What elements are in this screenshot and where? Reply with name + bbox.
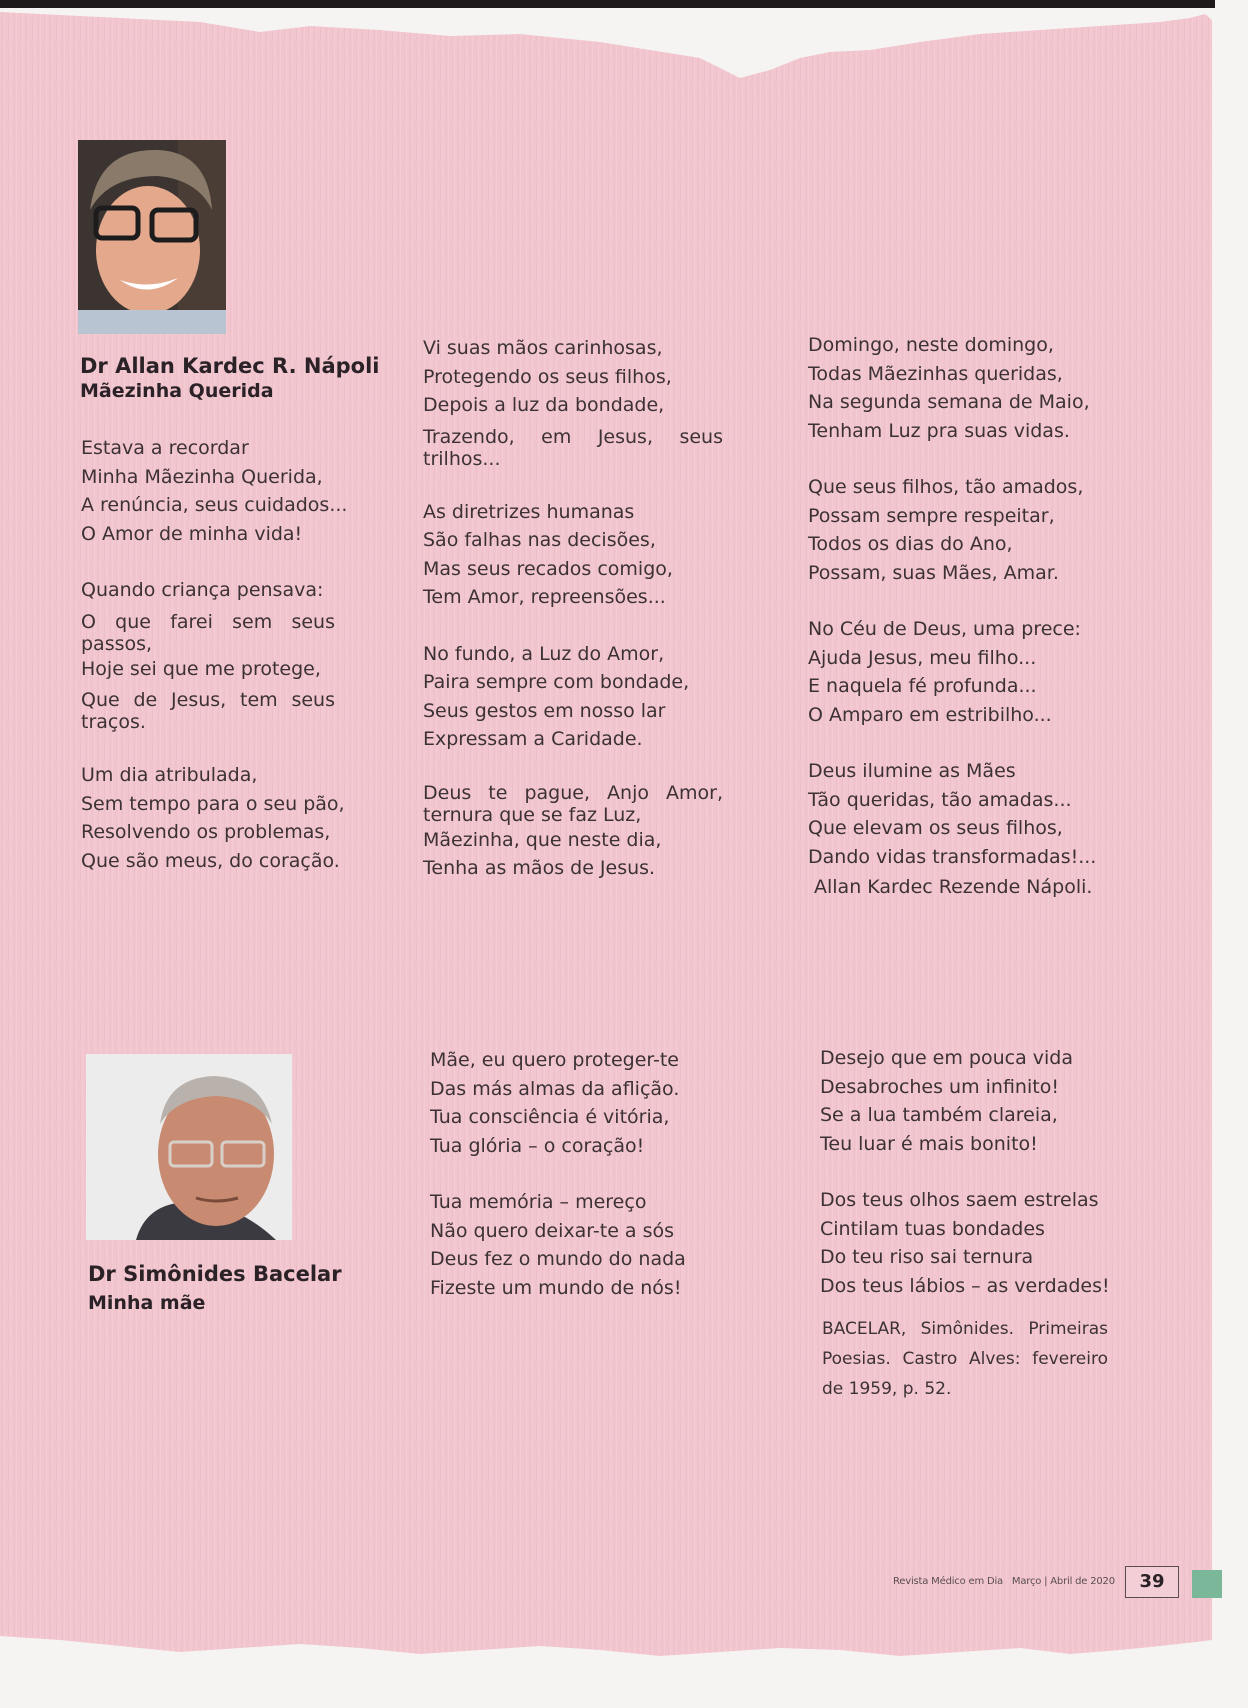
poem-line: Tua glória – o coração! (430, 1134, 645, 1157)
poem-line: Dos teus olhos saem estrelas (820, 1189, 1099, 1211)
poem-line: Possam sempre respeitar, (808, 504, 1055, 527)
poem-line: Mãezinha, que neste dia, (423, 828, 662, 851)
stanza (820, 1044, 1120, 1158)
poem-line: Deus fez o mundo do nada (430, 1248, 686, 1270)
poem-line: traços. (81, 711, 146, 733)
poem-line: Todas Mãezinhas queridas, (808, 362, 1063, 385)
poem-line: Seus gestos em nosso lar (423, 699, 666, 722)
poem-line: Resolvendo os problemas, (81, 821, 331, 843)
poem-line: Quando criança pensava: (81, 579, 324, 601)
author1-name: Dr Allan Kardec R. Nápoli (80, 354, 380, 378)
poem-line: Cintilam tuas bondades (820, 1217, 1045, 1240)
poem-line: Tenha as mãos de Jesus. (423, 857, 656, 879)
poem-line: trilhos... (423, 447, 501, 470)
poem-line: O Amparo em estribilho... (808, 703, 1052, 726)
poem-line: Fizeste um mundo de nós! (430, 1276, 682, 1299)
poem-line: Vi suas mãos carinhosas, (423, 337, 663, 359)
poem-line: Que são meus, do coração. (81, 849, 340, 872)
poem2-column3 (820, 1044, 1120, 1300)
poem-line: Estava a recordar (81, 437, 249, 459)
poem-line: Teu luar é mais bonito! (820, 1132, 1038, 1155)
stanza (808, 615, 1108, 729)
poem-line: Das más almas da aflição. (430, 1077, 680, 1100)
poem-line: As diretrizes humanas (423, 500, 635, 523)
poem1-column3 (808, 331, 1108, 871)
poem-line: Que elevam os seus filhos, (808, 817, 1063, 839)
stanza (423, 334, 723, 470)
poem-line: Um dia atribulada, (81, 764, 258, 786)
poem-line: Sem tempo para o seu pão, (81, 792, 345, 815)
poem-line: Domingo, neste domingo, (808, 334, 1054, 356)
poem-line: E naquela fé profunda... (808, 675, 1037, 697)
poem-line: O que farei sem seus (81, 610, 335, 633)
poem-line: Deus te pague, Anjo Amor, (423, 781, 723, 804)
stanza (808, 331, 1108, 445)
stanza (81, 434, 348, 548)
poem-line: Mas seus recados comigo, (423, 557, 673, 580)
poem-line: Ajuda Jesus, meu filho... (808, 646, 1037, 669)
poem-line: Mãe, eu quero proteger-te (430, 1049, 679, 1071)
poem1-signature: Allan Kardec Rezende Nápoli. (814, 876, 1093, 898)
poem-line: Dos teus lábios – as verdades! (820, 1274, 1110, 1297)
poem-line: Dando vidas transformadas!... (808, 845, 1097, 868)
poem-line: Paira sempre com bondade, (423, 671, 690, 693)
stanza (423, 640, 723, 754)
poem-line: Deus ilumine as Mães (808, 760, 1016, 782)
poem-line: Desejo que em pouca vida (820, 1047, 1074, 1069)
poem-line: Protegendo os seus filhos, (423, 365, 672, 388)
poem-line: Que seus filhos, tão amados, (808, 476, 1084, 498)
poem-line: O Amor de minha vida! (81, 522, 303, 545)
poem-line: Tenham Luz pra suas vidas. (808, 419, 1070, 442)
poem-line: Tua memória – mereço (430, 1191, 647, 1213)
poem1-column2 (423, 334, 723, 911)
page-footer (893, 1576, 1115, 1587)
poem-line: Desabroches um infinito! (820, 1075, 1059, 1098)
stanza (423, 782, 723, 883)
poem-line: ternura que se faz Luz, (423, 803, 642, 826)
author2-poem-title: Minha mãe (88, 1292, 206, 1314)
poem-line: Do teu riso sai ternura (820, 1246, 1034, 1268)
poem-line: Tão queridas, tão amadas... (808, 788, 1072, 811)
poem-line: Depois a luz da bondade, (423, 394, 665, 416)
poem-line: Expressam a Caridade. (423, 728, 643, 750)
magazine-name: Revista Médico em Dia (893, 1576, 1003, 1587)
stanza (81, 761, 345, 875)
poem-line: Minha Mãezinha Querida, (81, 465, 323, 488)
stanza (820, 1186, 1120, 1300)
page-number: 39 (1125, 1566, 1179, 1598)
poem-line: No Céu de Deus, uma prece: (808, 618, 1081, 640)
poem1-column1 (81, 434, 348, 903)
poem-line: Trazendo, em Jesus, seus (423, 425, 723, 448)
poem-line: Possam, suas Mães, Amar. (808, 561, 1059, 584)
poem2-column2 (430, 1046, 730, 1330)
author1-poem-title: Mãezinha Querida (80, 380, 274, 402)
poem-line: São falhas nas decisões, (423, 529, 656, 551)
stanza (81, 576, 335, 733)
poem-line: Não quero deixar-te a sós (430, 1219, 675, 1242)
poem-line: Se a lua também clareia, (820, 1104, 1058, 1126)
poem-line: Na segunda semana de Maio, (808, 391, 1090, 413)
poem-line: Que de Jesus, tem seus (81, 689, 335, 711)
poem-line: Tem Amor, repreensões... (423, 586, 666, 608)
section-tab (1192, 1570, 1222, 1598)
poem-line: A renúncia, seus cuidados... (81, 494, 348, 516)
poem2-citation: BACELAR, Simônides. Primeiras Poesias. Castro Alves: fevereiro de 1959, p. 52. (822, 1319, 1108, 1399)
stanza (430, 1046, 730, 1160)
portrait-photo-icon (78, 140, 226, 334)
poem-line: passos, (81, 632, 153, 655)
stanza (430, 1188, 730, 1302)
poem-line: No fundo, a Luz do Amor, (423, 642, 665, 665)
issue-date: Março | Abril de 2020 (1011, 1576, 1115, 1587)
stanza (808, 473, 1108, 587)
author2-name: Dr Simônides Bacelar (88, 1262, 342, 1286)
poem-line: Hoje sei que me protege, (81, 657, 321, 680)
poem-line: Tua consciência é vitória, (430, 1106, 670, 1128)
stanza (423, 498, 723, 612)
poem-line: Todos os dias do Ano, (808, 533, 1013, 555)
author1-photo (78, 140, 226, 334)
portrait-photo-icon (86, 1054, 292, 1240)
author2-photo (86, 1054, 292, 1240)
stanza (808, 757, 1108, 871)
